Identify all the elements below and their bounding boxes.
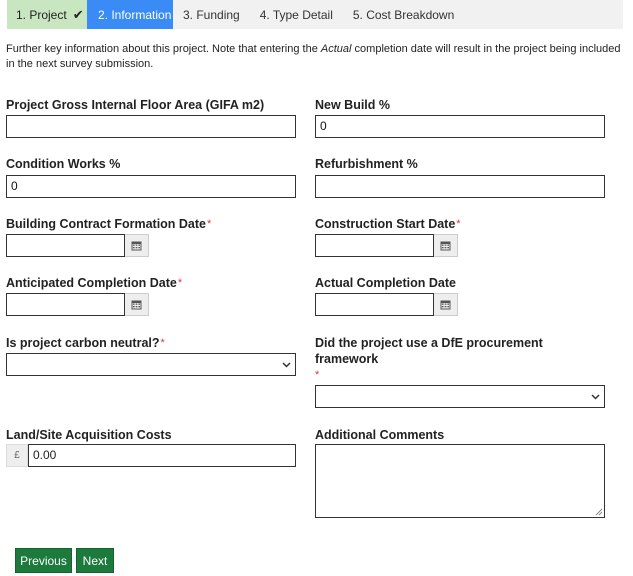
new-build-label: New Build % — [315, 98, 391, 112]
step-label: 3. Funding — [183, 7, 240, 22]
actual-completion-date-picker — [315, 293, 458, 316]
condition-works-input[interactable]: 0 — [6, 175, 296, 198]
construction-start-date-picker — [315, 234, 458, 257]
land-costs-field — [6, 444, 296, 467]
previous-button[interactable]: Previous — [15, 548, 72, 573]
construction-start-date-input[interactable] — [315, 234, 434, 257]
step-project[interactable] — [7, 0, 87, 29]
carbon-neutral-select[interactable] — [6, 353, 296, 376]
construction-start-date-label: Construction Start Date* — [315, 217, 461, 231]
step-label: 2. Information — [98, 7, 172, 22]
building-contract-date-input[interactable] — [6, 234, 125, 257]
next-button[interactable]: Next — [76, 548, 114, 573]
required-marker: * — [177, 277, 183, 289]
calendar-icon[interactable] — [125, 234, 149, 257]
chevron-down-icon — [282, 360, 291, 369]
gifa-input[interactable] — [6, 115, 296, 138]
land-costs-label: Land/Site Acquisition Costs — [6, 428, 172, 442]
step-navigation — [7, 0, 623, 29]
anticipated-completion-date-input[interactable] — [6, 293, 125, 316]
check-icon: ✔ — [72, 6, 84, 22]
refurbishment-label: Refurbishment % — [315, 157, 418, 171]
chevron-down-icon — [591, 392, 600, 401]
step-cost-breakdown[interactable] — [343, 0, 464, 29]
anticipated-completion-date-picker — [6, 293, 149, 316]
dfe-framework-select[interactable] — [315, 385, 605, 408]
building-contract-date-picker — [6, 234, 149, 257]
required-marker: * — [207, 218, 212, 230]
new-build-input[interactable]: 0 — [315, 115, 605, 138]
dfe-framework-label: Did the project use a DfE procurement framework * — [315, 335, 575, 383]
anticipated-completion-date-label: Anticipated Completion Date* — [6, 276, 183, 290]
required-marker: * — [315, 369, 320, 381]
land-costs-input[interactable]: 0.00 — [28, 444, 296, 467]
calendar-icon[interactable] — [434, 293, 458, 316]
step-label: 1. Project — [16, 7, 67, 22]
step-funding[interactable] — [173, 0, 250, 29]
refurbishment-input[interactable] — [315, 175, 605, 198]
carbon-neutral-label: Is project carbon neutral?* — [6, 336, 165, 350]
calendar-icon[interactable] — [125, 293, 149, 316]
currency-addon: £ — [6, 444, 28, 467]
calendar-icon[interactable] — [434, 234, 458, 257]
step-label: 5. Cost Breakdown — [352, 7, 455, 22]
additional-comments-label: Additional Comments — [315, 428, 445, 442]
intro-text: Further key information about this project. Note that entering the Actual completion date will result in the project being included in the next survey submission. — [6, 43, 621, 70]
required-marker: * — [456, 218, 461, 230]
condition-works-label: Condition Works % — [6, 157, 121, 171]
building-contract-date-label: Building Contract Formation Date* — [6, 217, 212, 231]
actual-completion-date-input[interactable] — [315, 293, 434, 316]
additional-comments-textarea[interactable] — [315, 444, 605, 518]
step-type-detail[interactable] — [250, 0, 343, 29]
required-marker: * — [160, 337, 165, 349]
step-information[interactable] — [87, 0, 173, 29]
actual-completion-date-label: Actual Completion Date — [315, 276, 456, 290]
gifa-label: Project Gross Internal Floor Area (GIFA m2) — [6, 98, 265, 112]
step-label: 4. Type Detail — [259, 7, 333, 22]
resize-grip-icon — [595, 508, 603, 516]
